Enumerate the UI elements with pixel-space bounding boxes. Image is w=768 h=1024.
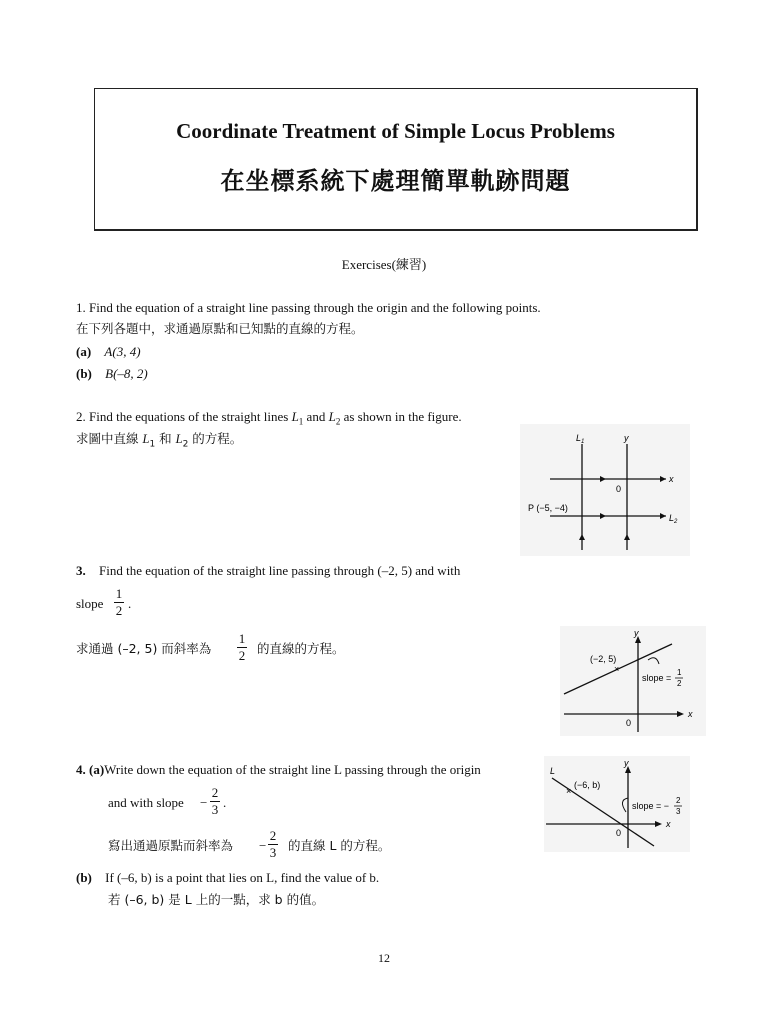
q4-point-label: (−6, b): [574, 780, 601, 790]
q4a-zh-frac-den: 3: [269, 845, 277, 860]
q2-english: [76, 409, 462, 430]
q2-figure-bg: [520, 424, 690, 556]
q3-period: .: [128, 596, 132, 611]
q4a-zh-fraction: [268, 829, 278, 859]
q2-fig-x-label: x: [669, 474, 674, 484]
q2-fig-L2-label: $L_2$: [669, 513, 678, 525]
q4a-zh-post: 的直線 L 的方程。: [288, 838, 391, 853]
q4a-slope-fraction: [210, 786, 220, 816]
q2-en-pre: 2. Find the equations of the straight lines: [76, 409, 292, 424]
q3-frac-num: 1: [115, 586, 123, 601]
q1-a-label: (a): [76, 344, 92, 359]
q2-fig-origin-label: 0: [616, 484, 622, 494]
q2-zh-L2-sub: 2: [182, 439, 189, 450]
q1-b-label: (b): [76, 366, 92, 381]
q1-b-text: B(–8, 2): [105, 366, 148, 381]
q4-slope-den: 3: [676, 807, 681, 816]
q4a-zh-sign: −: [259, 838, 267, 853]
q4-L-label: L: [550, 766, 556, 776]
title-box: [94, 88, 698, 231]
q4-y-label: y: [624, 758, 629, 768]
q3-zh-pre: 求通過 (–2, 5) 而斜率為: [76, 641, 212, 656]
q4a-period: .: [223, 795, 227, 810]
q2-L1: L: [291, 409, 299, 424]
q3-point-label: (−2, 5): [590, 654, 617, 664]
q3-number: 3.: [76, 563, 86, 578]
q3-zh-frac-num: 1: [238, 631, 246, 646]
q1-part-a: [76, 344, 141, 360]
exercises-heading: Exercises(練習): [341, 257, 427, 272]
q4b-en-text: If (–6, b) is a point that lies on L, find the value of b.: [105, 870, 380, 885]
q4-point-mark: ×: [566, 786, 572, 796]
q3-x-label: x: [688, 709, 693, 719]
q3-figure: [560, 626, 706, 736]
q4a-english: [76, 762, 481, 778]
q3-slope-fraction: [114, 587, 124, 617]
q2-L2-sub: 2: [335, 416, 341, 427]
q2-figure: [520, 424, 690, 556]
q2-fig-L1-label: $L_1$: [576, 433, 585, 445]
title-chinese: 在坐標系統下處理簡單軌跡問題: [220, 167, 571, 195]
q3-frac-den: 2: [115, 603, 123, 618]
q3-y-label: y: [634, 628, 639, 638]
q4a-slope-line: and with slope: [108, 795, 184, 810]
q1-a-text: A(3, 4): [104, 344, 141, 359]
q4-figure: [544, 756, 690, 852]
q3-slope-label: slope =: [642, 673, 672, 683]
q4a-frac-den: 3: [211, 802, 219, 817]
q2-en-post: as shown in the figure.: [340, 409, 462, 424]
q2-en-mid: and: [303, 409, 329, 424]
q3-figure-bg: [560, 626, 706, 736]
q4a-frac-num: 2: [211, 785, 219, 800]
q4b-english: [76, 870, 379, 886]
q2-L1-sub: 1: [298, 416, 304, 427]
q2-chinese: [76, 431, 242, 453]
q2-zh-L1: L: [142, 432, 150, 446]
q4a-zh-frac-num: 2: [269, 828, 277, 843]
q3-zh-post: 的直線的方程。: [257, 641, 345, 656]
q2-fig-P-label: P (−5, −4): [528, 503, 568, 513]
q4-slope-num: 2: [676, 796, 681, 805]
page-number: 12: [378, 951, 390, 965]
q3-slope-num: 1: [677, 668, 682, 677]
q4a-en-text: Write down the equation of the straight line L passing through the origin: [104, 762, 481, 777]
q3-slope-word: slope: [76, 596, 104, 611]
q4b-label: (b): [76, 870, 92, 885]
q2-fig-y-label: y: [624, 433, 629, 443]
q2-zh-post: 的方程。: [188, 431, 243, 446]
q3-en-text: Find the equation of the straight line passing through (–2, 5) and with: [99, 563, 461, 578]
q4b-chinese: 若 (–6, b) 是 L 上的一點，求 b 的值。: [108, 892, 325, 907]
q3-slope-den: 2: [677, 679, 682, 688]
q3-zh-fraction: [237, 632, 247, 662]
q1-chinese: 在下列各題中，求通過原點和已知點的直線的方程。: [76, 321, 364, 336]
q3-point-mark: ×: [614, 664, 620, 674]
q2-zh-mid: 和: [155, 431, 176, 446]
q2-zh-pre: 求圖中直線: [76, 431, 143, 446]
q3-english: [76, 563, 460, 579]
q4-number: 4. (a): [76, 762, 105, 777]
q3-zh-frac-den: 2: [238, 648, 246, 663]
q4-x-label: x: [666, 819, 671, 829]
q2-zh-L2: L: [175, 432, 183, 446]
q1-part-b: [76, 366, 148, 382]
q2-zh-L1-sub: 1: [149, 439, 156, 450]
q3-origin-label: 0: [626, 718, 632, 728]
q4-slope-label: slope = −: [632, 801, 670, 811]
q4a-zh-pre: 寫出通過原點而斜率為: [108, 838, 234, 853]
q4-origin-label: 0: [616, 828, 622, 838]
title-english: Coordinate Treatment of Simple Locus Problems: [176, 119, 615, 143]
q2-L2: L: [328, 409, 336, 424]
q1-english: 1. Find the equation of a straight line passing through the origin and the following points.: [76, 300, 541, 315]
q4a-frac-sign: −: [200, 795, 208, 810]
